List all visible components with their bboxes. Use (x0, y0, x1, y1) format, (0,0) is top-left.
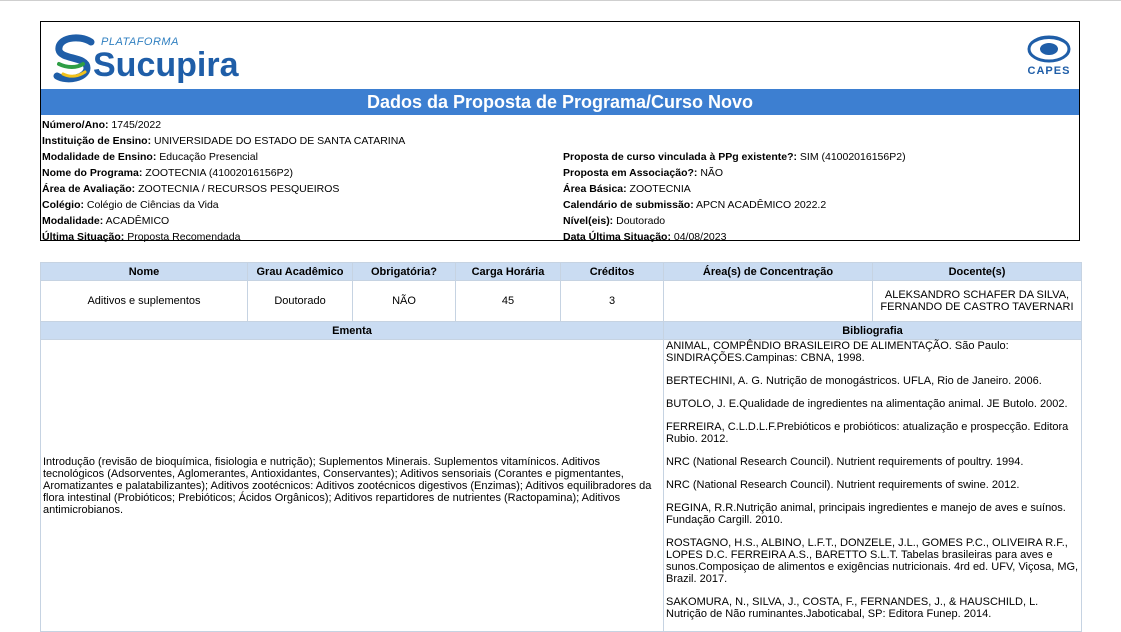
bibliografia-header: Bibliografia (664, 322, 1082, 340)
cell-nome: Aditivos e suplementos (41, 281, 248, 322)
page-title: Dados da Proposta de Programa/Curso Novo (41, 89, 1079, 115)
capes-label: CAPES (1027, 65, 1071, 77)
info-item-data-situacao: Data Última Situação: 04/08/2023 (563, 231, 727, 243)
info-item-modalidade: Modalidade: ACADÊMICO (42, 215, 170, 227)
cell-docentes: ALEKSANDRO SCHAFER DA SILVA, FERNANDO DE CASTRO TAVERNARI (873, 281, 1082, 322)
list-item: FERREIRA, C.L.D.L.F.Prebióticos e probióticos: atualização e prospecção. Editora Rubio. 2012. (666, 421, 1069, 445)
info-item-ultima-situacao: Última Situação: Proposta Recomendada (42, 231, 241, 243)
list-item: ANIMAL, COMPÊNDIO BRASILEIRO DE ALIMENTAÇÃO. São Paulo: SINDIRAÇÕES.Campinas: CBNA, 1998. (666, 340, 1009, 364)
list-item: ROSTAGNO, H.S., ALBINO, L.F.T., DONZELE, J.L., GOMES P.C., OLIVEIRA R.F., LOPES D.C. FERREIRA A.S., BARETTO S.L.T. Tabelas brasileiras para aves e sunos.Composiçao de alimentos e exigências nutricionais. 4rd ed. UFV, Viçosa, MG, Brazil. 2017. (666, 537, 1079, 585)
table-subheader-row (41, 322, 1082, 340)
info-left-column (42, 117, 405, 245)
discipline-table (40, 262, 1082, 632)
list-item: BUTOLO, J. E.Qualidade de ingredientes na alimentação animal. JE Butolo. 2002. (666, 398, 1068, 410)
list-item: NRC (National Research Council). Nutrient requirements of poultry. 1994. (666, 456, 1024, 468)
ementa-text: Introdução (revisão de bioquímica, fisiologia e nutrição); Suplementos Minerais. Suplementos vitamínicos. Aditivos tecnológicos (Adsorventes, Aglomerantes, Antioxidantes, Conservantes); Aditivos sensoriais (Corantes e pigmentantes, Aromatizantes e palatabilizantes); Aditivos zootécnicos: Aditivos zootécnicos digestivos (Enzimas); Aditivos equilibradores da flora intestinal (Probióticos; Prebióticos; Ácidos Orgânicos); Aditivos repartidores de nutrientes (Ractopamina); Aditivos antimicrobianos. (41, 340, 664, 632)
info-item-vinculada: Proposta de curso vinculada à PPg existente?: SIM (41002016156P2) (563, 151, 906, 163)
logo-prefix: PLATAFORMA (101, 36, 179, 48)
list-item: BERTECHINI, A. G. Nutrição de monogástricos. UFLA, Rio de Janeiro. 2006. (666, 375, 1042, 387)
column-header-carga: Carga Horária (456, 263, 561, 281)
column-header-grau: Grau Acadêmico (248, 263, 353, 281)
info-item-associacao: Proposta em Associação?: NÃO (563, 167, 724, 179)
proposal-header-box (40, 21, 1080, 241)
table-header-row (41, 263, 1082, 281)
info-item-calendario: Calendário de submissão: APCN ACADÊMICO 2022.2 (563, 199, 827, 211)
cell-obrigatoria: NÃO (353, 281, 456, 322)
info-item-area-avaliacao: Área de Avaliação: ZOOTECNIA / RECURSOS PESQUEIROS (42, 183, 340, 195)
info-item-numero: Número/Ano: 1745/2022 (42, 119, 162, 131)
bibliografia-list (664, 340, 1082, 632)
capes-emblem-icon (1023, 32, 1075, 66)
list-item: REGINA, R.R.Nutrição animal, principais ingredientes e manejo de aves e suínos. Fundação Cargill. 2010. (666, 502, 1066, 526)
list-item: SAKOMURA, N., SILVA, J., COSTA, F., FERNANDES, J., & HAUSCHILD, L. Nutrição de Não ruminantes.Jaboticabal, SP: Editora Funep. 2014. (666, 596, 1039, 620)
ementa-header: Ementa (41, 322, 664, 340)
logo-name: Sucupira (93, 46, 239, 84)
column-header-docentes: Docente(s) (873, 263, 1082, 281)
column-header-nome: Nome (41, 263, 248, 281)
info-right-column (563, 149, 906, 245)
table-content-row (41, 340, 1082, 632)
info-item-instituicao: Instituição de Ensino: UNIVERSIDADE DO ESTADO DE SANTA CATARINA (42, 135, 406, 147)
column-header-area: Área(s) de Concentração (664, 263, 873, 281)
cell-carga: 45 (456, 281, 561, 322)
info-item-niveis: Nível(eis): Doutorado (563, 215, 666, 227)
info-item-area-basica: Área Básica: ZOOTECNIA (563, 183, 691, 195)
info-item-nome-programa: Nome do Programa: ZOOTECNIA (41002016156P2) (42, 167, 293, 179)
info-item-colegio: Colégio: Colégio de Ciências da Vida (42, 199, 219, 211)
list-item: NRC (National Research Council). Nutrient requirements of swine. 2012. (666, 479, 1020, 491)
column-header-obrigatoria: Obrigatória? (353, 263, 456, 281)
sucupira-logo (53, 30, 239, 88)
cell-grau: Doutorado (248, 281, 353, 322)
cell-creditos: 3 (561, 281, 664, 322)
info-item-modalidade-ensino: Modalidade de Ensino: Educação Presencial (42, 151, 258, 163)
capes-logo (1023, 32, 1075, 78)
column-header-creditos: Créditos (561, 263, 664, 281)
top-divider (0, 0, 1121, 1)
table-row (41, 281, 1082, 322)
cell-area (664, 281, 873, 322)
sucupira-logo-icon (53, 34, 97, 86)
